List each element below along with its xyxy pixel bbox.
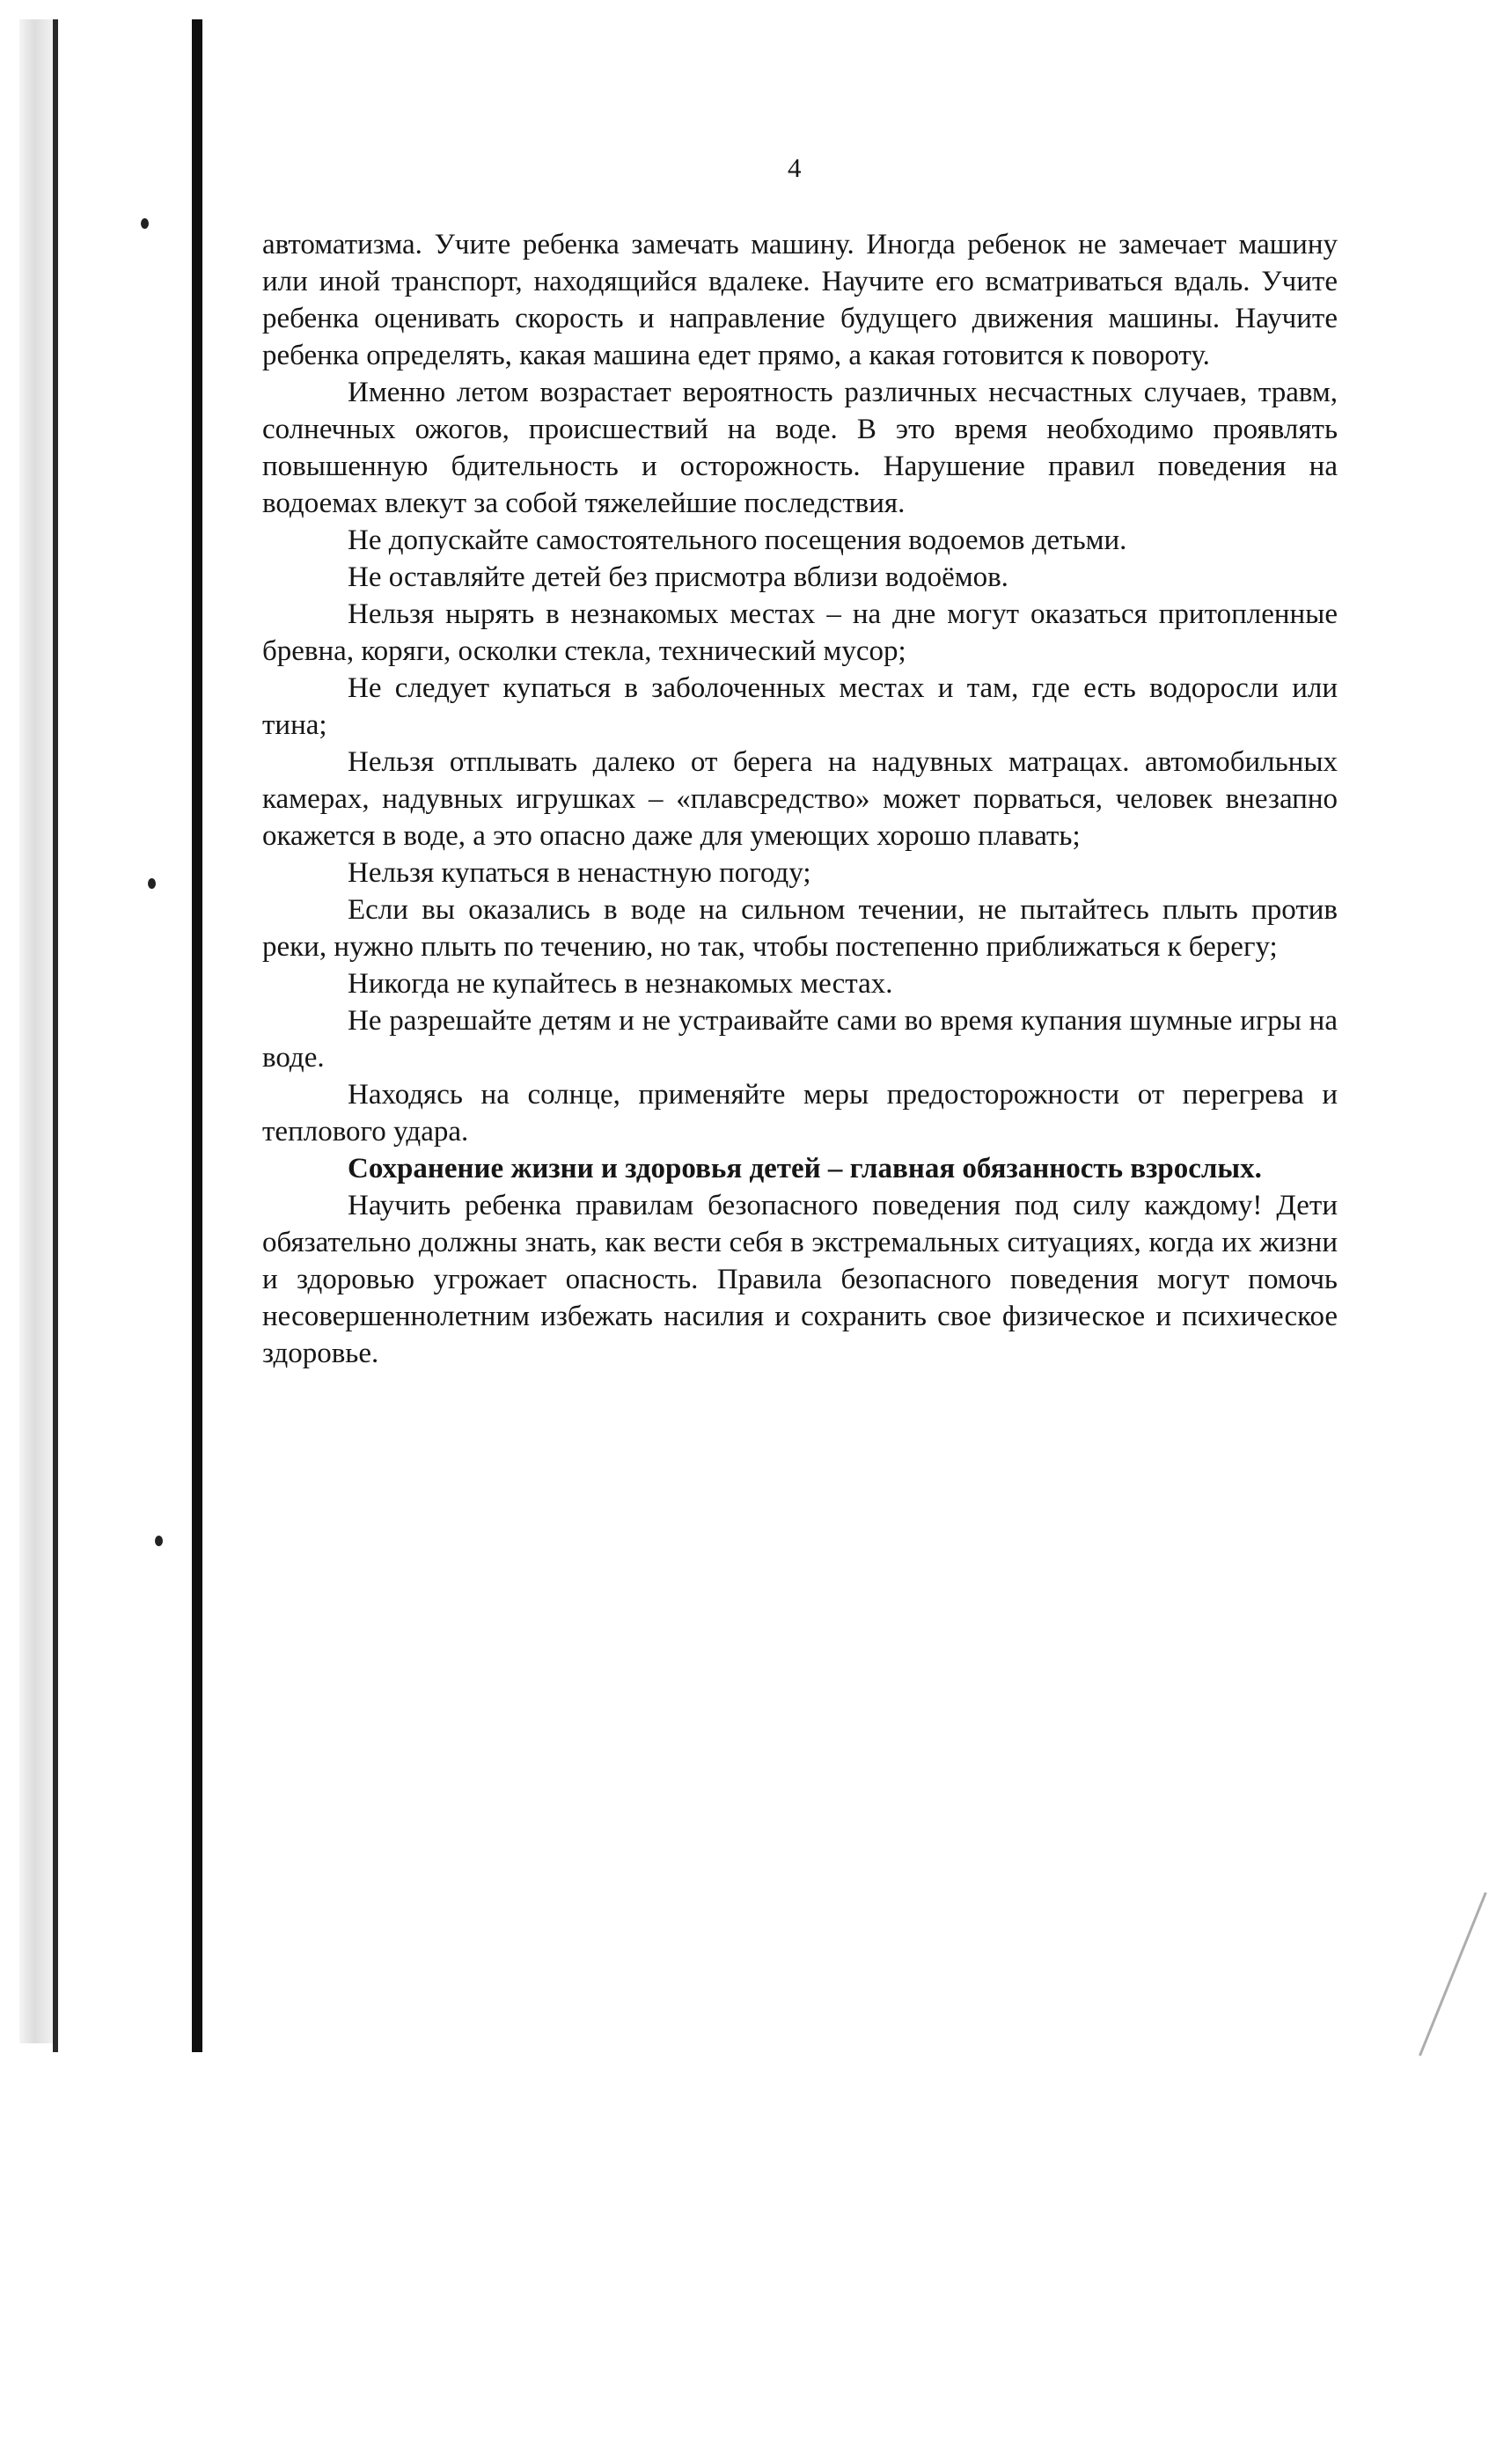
binding-line bbox=[192, 19, 202, 2052]
paragraph: Не следует купаться в заболоченных местах и там, где есть водоросли или тина; bbox=[262, 672, 1338, 741]
paragraph: Не допускайте самостоятельного посещения водоемов детьми. bbox=[348, 524, 1127, 556]
page-number: 4 bbox=[788, 152, 802, 183]
scan-artifact-mark bbox=[1419, 1892, 1487, 2057]
paragraph: Если вы оказались в воде на сильном течении, не пытайтесь плыть против реки, нужно плыть по течению, но так, чтобы постепенно приближаться к берегу; bbox=[262, 894, 1338, 963]
paragraph: Научить ребенка правилам безопасного поведения под силу каждому! Дети обязательно должны знать, как вести себя в экстремальных ситуациях, когда их жизни и здоровью угрожает опасность. Правила безопасного поведения могут помочь несовершеннолетним избежать насилия и сохранить свое физическое и психическое здоровье. bbox=[262, 1190, 1338, 1369]
paragraph: Не оставляйте детей без присмотра вблизи водоёмов. bbox=[348, 561, 1008, 593]
paragraph: Не разрешайте детям и не устраивайте сами во время купания шумные игры на воде. bbox=[262, 1005, 1338, 1074]
paragraph: Именно летом возрастает вероятность различных несчастных случаев, травм, солнечных ожогов, происшествий на воде. В это время необходимо проявлять повышенную бдительность и осторожность. Нарушение правил поведения на водоемах влекут за собой тяжелейшие последствия. bbox=[262, 377, 1338, 519]
paragraph: Нельзя купаться в ненастную погоду; bbox=[348, 857, 811, 889]
bold-statement: Сохранение жизни и здоровья детей – главная обязанность взрослых. bbox=[348, 1153, 1262, 1184]
paragraph: Нельзя отплывать далеко от берега на надувных матрацах. автомобильных камерах, надувных игрушках – «плавсредство» может порваться, человек внезапно окажется в воде, а это опасно даже для умеющих хорошо плавать; bbox=[262, 746, 1338, 852]
paragraph: Нельзя нырять в незнакомых местах – на дне могут оказаться притопленные бревна, коряги, осколки стекла, технический мусор; bbox=[262, 598, 1338, 667]
punch-hole-top bbox=[141, 218, 149, 229]
paragraph: автоматизма. Учите ребенка замечать машину. Иногда ребенок не замечает машину или иной транспорт, находящийся вдалеке. Научите его всматриваться вдаль. Учите ребенка оценивать скорость и направление будущего движения машины. Научите ребенка определять, какая машина едет прямо, а какая готовится к повороту. bbox=[262, 229, 1338, 371]
scan-edge-shadow bbox=[19, 19, 53, 2043]
paragraph: Находясь на солнце, применяйте меры предосторожности от перегрева и теплового удара. bbox=[262, 1079, 1338, 1148]
punch-hole-bottom bbox=[155, 1536, 163, 1546]
document-body bbox=[262, 226, 1338, 1372]
scan-edge-line bbox=[53, 19, 58, 2052]
paragraph: Никогда не купайтесь в незнакомых местах. bbox=[348, 968, 893, 1000]
punch-hole-middle bbox=[148, 878, 156, 889]
